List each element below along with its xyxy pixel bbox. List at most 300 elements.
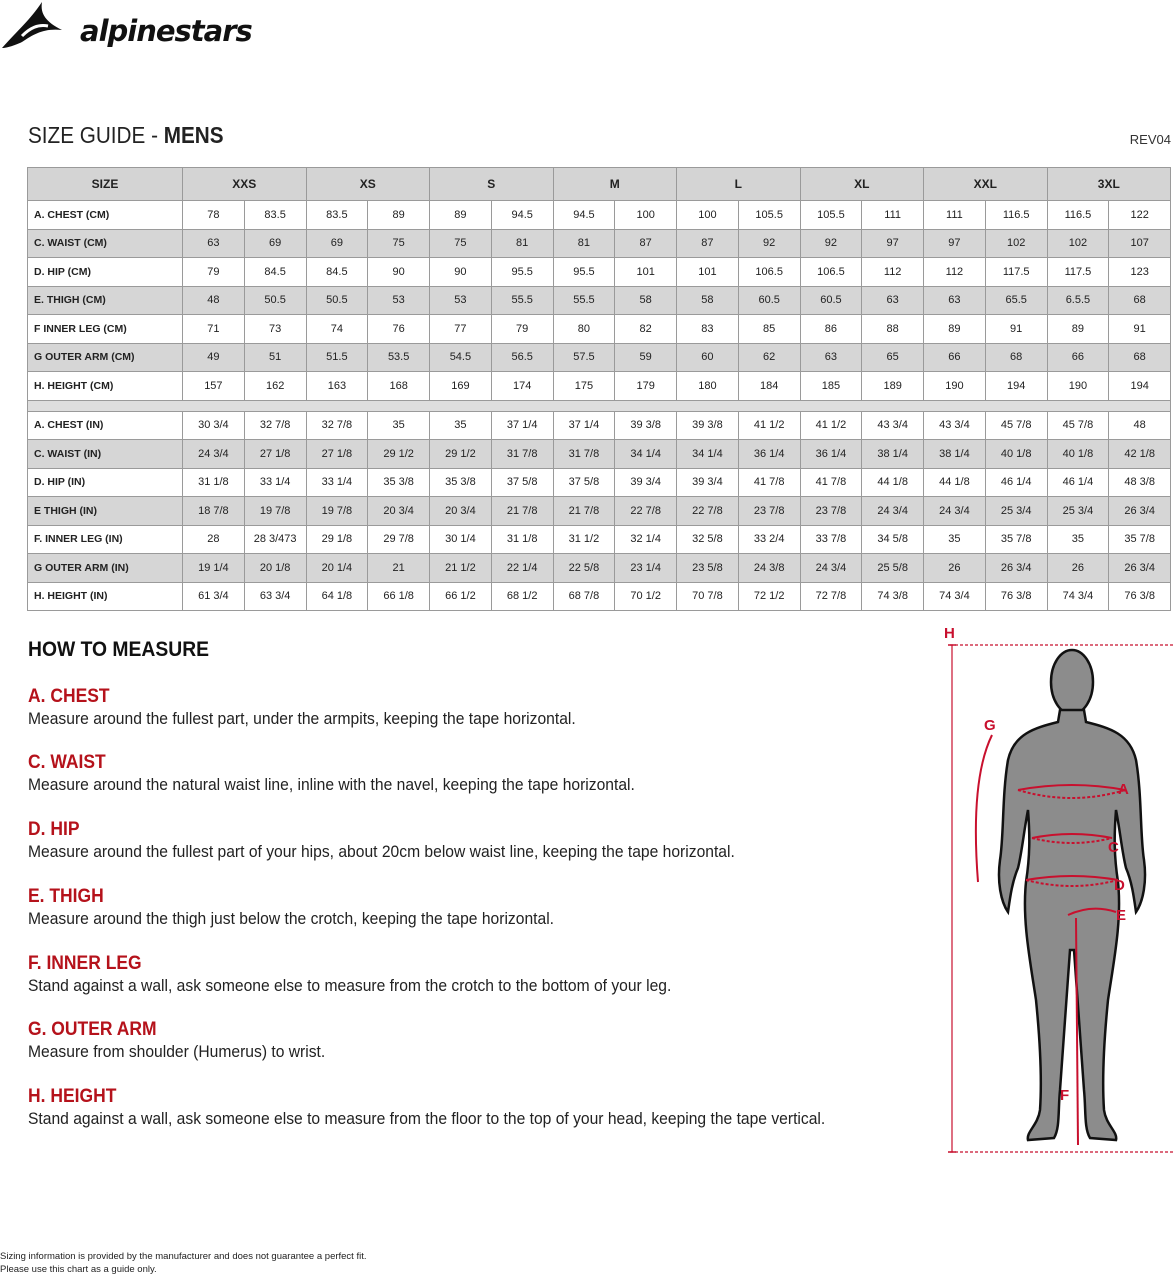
table-cell: 20 3/4 xyxy=(368,497,430,526)
label-d: D xyxy=(1114,877,1125,894)
measure-item xyxy=(28,752,908,795)
table-cell: 102 xyxy=(985,229,1047,258)
table-cell: 48 xyxy=(1109,411,1171,440)
table-cell: 94.5 xyxy=(553,201,615,230)
how-to-measure-title: HOW TO MEASURE xyxy=(28,638,210,661)
table-cell: 70 7/8 xyxy=(677,582,739,611)
table-cell: 180 xyxy=(677,372,739,401)
table-row xyxy=(28,229,1171,258)
table-cell: 79 xyxy=(183,258,245,287)
table-cell: 19 7/8 xyxy=(306,497,368,526)
table-cell: 66 1/8 xyxy=(368,582,430,611)
table-cell: 94.5 xyxy=(491,201,553,230)
table-cell: 95.5 xyxy=(491,258,553,287)
table-row xyxy=(28,582,1171,611)
table-cell: 65.5 xyxy=(985,286,1047,315)
table-cell: 89 xyxy=(368,201,430,230)
table-cell: 184 xyxy=(738,372,800,401)
table-cell: 63 xyxy=(862,286,924,315)
table-cell: 106.5 xyxy=(738,258,800,287)
table-cell: 38 1/4 xyxy=(862,440,924,469)
table-cell: 34 5/8 xyxy=(862,525,924,554)
label-e: E xyxy=(1116,907,1127,924)
table-cell: 41 1/2 xyxy=(800,411,862,440)
table-cell: 74 xyxy=(306,315,368,344)
row-label: E. THIGH (CM) xyxy=(28,286,183,315)
table-cell: 40 1/8 xyxy=(1047,440,1109,469)
table-cell: 51.5 xyxy=(306,343,368,372)
row-label: F. INNER LEG (IN) xyxy=(28,525,183,554)
table-cell: 107 xyxy=(1109,229,1171,258)
row-label: C. WAIST (IN) xyxy=(28,440,183,469)
table-cell: 38 1/4 xyxy=(924,440,986,469)
table-cell: 30 1/4 xyxy=(430,525,492,554)
table-row xyxy=(28,258,1171,287)
label-c: C xyxy=(1108,839,1119,856)
table-cell: 18 7/8 xyxy=(183,497,245,526)
brand-logo xyxy=(0,0,300,55)
table-cell: 117.5 xyxy=(985,258,1047,287)
table-cell: 53 xyxy=(368,286,430,315)
table-cell: 100 xyxy=(677,201,739,230)
table-cell: 116.5 xyxy=(1047,201,1109,230)
table-cell: 189 xyxy=(862,372,924,401)
arm-measure-line xyxy=(976,735,992,882)
table-cell: 28 3/473 xyxy=(244,525,306,554)
measure-description: Measure around the natural waist line, inline with the navel, keeping the tape horizontal. xyxy=(28,775,635,794)
table-cell: 82 xyxy=(615,315,677,344)
table-cell: 20 1/4 xyxy=(306,554,368,583)
table-cell: 63 3/4 xyxy=(244,582,306,611)
table-cell: 34 1/4 xyxy=(677,440,739,469)
table-cell: 175 xyxy=(553,372,615,401)
table-cell: 190 xyxy=(1047,372,1109,401)
table-cell: 74 3/4 xyxy=(1047,582,1109,611)
table-cell: 64 1/8 xyxy=(306,582,368,611)
table-cell: 23 7/8 xyxy=(800,497,862,526)
measure-heading: E. THIGH xyxy=(28,886,104,907)
table-cell: 68 xyxy=(985,343,1047,372)
table-cell: 76 xyxy=(368,315,430,344)
measure-description: Stand against a wall, ask someone else to measure from the floor to the top of your head, keeping the tape vertical. xyxy=(28,1109,826,1128)
measure-description: Measure from shoulder (Humerus) to wrist. xyxy=(28,1042,326,1061)
table-cell: 45 7/8 xyxy=(985,411,1047,440)
brand-name: alpinestars xyxy=(80,14,252,48)
table-cell: 168 xyxy=(368,372,430,401)
table-cell: 46 1/4 xyxy=(985,468,1047,497)
table-cell: 70 1/2 xyxy=(615,582,677,611)
table-cell: 27 1/8 xyxy=(244,440,306,469)
table-cell: 21 xyxy=(368,554,430,583)
table-cell: 36 1/4 xyxy=(738,440,800,469)
table-cell: 50.5 xyxy=(244,286,306,315)
table-cell: 68 xyxy=(1109,343,1171,372)
table-cell: 68 7/8 xyxy=(553,582,615,611)
table-cell: 194 xyxy=(985,372,1047,401)
table-cell: 78 xyxy=(183,201,245,230)
table-cell: 72 1/2 xyxy=(738,582,800,611)
body-silhouette-icon xyxy=(999,650,1145,1140)
table-cell: 35 7/8 xyxy=(985,525,1047,554)
table-cell: 50.5 xyxy=(306,286,368,315)
table-cell: 39 3/8 xyxy=(677,411,739,440)
table-cell: 102 xyxy=(1047,229,1109,258)
table-cell: 55.5 xyxy=(553,286,615,315)
row-label: A. CHEST (IN) xyxy=(28,411,183,440)
measure-heading: H. HEIGHT xyxy=(28,1086,117,1107)
table-cell: 61 3/4 xyxy=(183,582,245,611)
table-cell: 22 7/8 xyxy=(677,497,739,526)
table-cell: 59 xyxy=(615,343,677,372)
table-cell: 53 xyxy=(430,286,492,315)
measure-item xyxy=(28,1019,908,1062)
table-cell: 22 1/4 xyxy=(491,554,553,583)
table-cell: 37 5/8 xyxy=(491,468,553,497)
table-cell: 39 3/4 xyxy=(677,468,739,497)
table-cell: 21 7/8 xyxy=(491,497,553,526)
table-cell: 63 xyxy=(800,343,862,372)
row-label: A. CHEST (CM) xyxy=(28,201,183,230)
table-row xyxy=(28,468,1171,497)
table-cell: 19 7/8 xyxy=(244,497,306,526)
spacer-cell xyxy=(28,400,1171,411)
table-cell: 43 3/4 xyxy=(924,411,986,440)
table-cell: 35 xyxy=(1047,525,1109,554)
table-cell: 25 5/8 xyxy=(862,554,924,583)
measure-heading: A. CHEST xyxy=(28,686,110,707)
table-cell: 157 xyxy=(183,372,245,401)
table-cell: 69 xyxy=(306,229,368,258)
table-cell: 29 1/2 xyxy=(368,440,430,469)
table-cell: 25 3/4 xyxy=(1047,497,1109,526)
table-cell: 85 xyxy=(738,315,800,344)
disclaimer-line-2: Please use this chart as a guide only. xyxy=(0,1264,157,1275)
table-cell: 106.5 xyxy=(800,258,862,287)
table-cell: 44 1/8 xyxy=(862,468,924,497)
measure-item xyxy=(28,686,908,729)
table-cell: 74 3/4 xyxy=(924,582,986,611)
table-cell: 20 3/4 xyxy=(430,497,492,526)
table-cell: 89 xyxy=(924,315,986,344)
table-cell: 101 xyxy=(677,258,739,287)
table-cell: 60.5 xyxy=(738,286,800,315)
table-cell: 66 xyxy=(1047,343,1109,372)
table-cell: 87 xyxy=(615,229,677,258)
row-label: F INNER LEG (CM) xyxy=(28,315,183,344)
alpinestars-star-icon xyxy=(0,0,80,55)
table-cell: 83.5 xyxy=(306,201,368,230)
table-cell: 32 7/8 xyxy=(306,411,368,440)
table-cell: 34 1/4 xyxy=(615,440,677,469)
table-cell: 22 5/8 xyxy=(553,554,615,583)
table-cell: 55.5 xyxy=(491,286,553,315)
table-cell: 60.5 xyxy=(800,286,862,315)
table-cell: 32 1/4 xyxy=(615,525,677,554)
table-cell: 23 5/8 xyxy=(677,554,739,583)
table-cell: 163 xyxy=(306,372,368,401)
table-cell: 33 2/4 xyxy=(738,525,800,554)
table-row xyxy=(28,554,1171,583)
table-cell: 87 xyxy=(677,229,739,258)
table-cell: 68 1/2 xyxy=(491,582,553,611)
table-cell: 105.5 xyxy=(800,201,862,230)
table-cell: 90 xyxy=(368,258,430,287)
table-cell: 81 xyxy=(553,229,615,258)
table-cell: 44 1/8 xyxy=(924,468,986,497)
table-cell: 35 xyxy=(368,411,430,440)
table-cell: 37 1/4 xyxy=(491,411,553,440)
table-cell: 42 1/8 xyxy=(1109,440,1171,469)
table-row xyxy=(28,411,1171,440)
row-label: E THIGH (IN) xyxy=(28,497,183,526)
table-cell: 24 3/4 xyxy=(862,497,924,526)
table-cell: 111 xyxy=(924,201,986,230)
table-cell: 76 3/8 xyxy=(985,582,1047,611)
label-g: G xyxy=(984,717,996,734)
table-cell: 66 1/2 xyxy=(430,582,492,611)
table-cell: 75 xyxy=(368,229,430,258)
table-cell: 162 xyxy=(244,372,306,401)
table-cell: 43 3/4 xyxy=(862,411,924,440)
row-label: G OUTER ARM (CM) xyxy=(28,343,183,372)
table-cell: 32 5/8 xyxy=(677,525,739,554)
table-cell: 51 xyxy=(244,343,306,372)
table-cell: 46 1/4 xyxy=(1047,468,1109,497)
table-cell: 33 1/4 xyxy=(244,468,306,497)
table-cell: 63 xyxy=(924,286,986,315)
table-cell: 41 7/8 xyxy=(800,468,862,497)
table-cell: 105.5 xyxy=(738,201,800,230)
table-cell: 21 7/8 xyxy=(553,497,615,526)
measure-heading: C. WAIST xyxy=(28,752,106,773)
table-cell: 6.5.5 xyxy=(1047,286,1109,315)
table-cell: 31 1/8 xyxy=(183,468,245,497)
table-cell: 73 xyxy=(244,315,306,344)
table-cell: 53.5 xyxy=(368,343,430,372)
table-cell: 21 1/2 xyxy=(430,554,492,583)
page-title xyxy=(28,122,224,149)
measure-heading: D. HIP xyxy=(28,819,80,840)
table-cell: 122 xyxy=(1109,201,1171,230)
table-cell: 63 xyxy=(183,229,245,258)
table-cell: 24 3/8 xyxy=(738,554,800,583)
body-measurement-figure xyxy=(940,620,1173,1160)
size-m-header: M xyxy=(553,168,677,201)
table-cell: 89 xyxy=(430,201,492,230)
row-label: H. HEIGHT (IN) xyxy=(28,582,183,611)
table-row xyxy=(28,343,1171,372)
disclaimer xyxy=(0,1250,367,1276)
table-spacer-row xyxy=(28,400,1171,411)
measure-item xyxy=(28,819,908,862)
table-cell: 23 7/8 xyxy=(738,497,800,526)
size-xs-header: XS xyxy=(306,168,430,201)
table-row xyxy=(28,315,1171,344)
table-cell: 86 xyxy=(800,315,862,344)
table-cell: 95.5 xyxy=(553,258,615,287)
measure-description: Measure around the thigh just below the crotch, keeping the tape horizontal. xyxy=(28,909,555,928)
title-gender: MENS xyxy=(163,122,224,148)
table-cell: 49 xyxy=(183,343,245,372)
table-cell: 26 xyxy=(924,554,986,583)
table-cell: 23 1/4 xyxy=(615,554,677,583)
table-cell: 22 7/8 xyxy=(615,497,677,526)
table-cell: 32 7/8 xyxy=(244,411,306,440)
size-xl-header: XL xyxy=(800,168,924,201)
table-cell: 37 5/8 xyxy=(553,468,615,497)
label-f: F xyxy=(1060,1087,1070,1104)
table-cell: 112 xyxy=(862,258,924,287)
table-row xyxy=(28,372,1171,401)
disclaimer-line-1: Sizing information is provided by the manufacturer and does not guarantee a perfect fit. xyxy=(0,1251,367,1262)
table-cell: 88 xyxy=(862,315,924,344)
table-cell: 71 xyxy=(183,315,245,344)
table-row xyxy=(28,440,1171,469)
table-cell: 75 xyxy=(430,229,492,258)
table-row xyxy=(28,525,1171,554)
table-cell: 45 7/8 xyxy=(1047,411,1109,440)
size-3xl-header: 3XL xyxy=(1047,168,1171,201)
table-cell: 77 xyxy=(430,315,492,344)
table-cell: 58 xyxy=(615,286,677,315)
table-cell: 31 7/8 xyxy=(491,440,553,469)
table-cell: 33 1/4 xyxy=(306,468,368,497)
table-cell: 58 xyxy=(677,286,739,315)
table-cell: 74 3/8 xyxy=(862,582,924,611)
table-cell: 72 7/8 xyxy=(800,582,862,611)
table-cell: 190 xyxy=(924,372,986,401)
table-cell: 91 xyxy=(985,315,1047,344)
table-cell: 29 1/2 xyxy=(430,440,492,469)
table-cell: 169 xyxy=(430,372,492,401)
table-cell: 84.5 xyxy=(244,258,306,287)
title-prefix: SIZE GUIDE - xyxy=(28,122,164,148)
table-cell: 60 xyxy=(677,343,739,372)
row-label: H. HEIGHT (CM) xyxy=(28,372,183,401)
table-cell: 81 xyxy=(491,229,553,258)
table-cell: 27 1/8 xyxy=(306,440,368,469)
measure-item xyxy=(28,1086,908,1129)
table-cell: 40 1/8 xyxy=(985,440,1047,469)
table-cell: 117.5 xyxy=(1047,258,1109,287)
table-cell: 92 xyxy=(738,229,800,258)
table-cell: 48 3/8 xyxy=(1109,468,1171,497)
measure-heading: G. OUTER ARM xyxy=(28,1019,157,1040)
table-cell: 37 1/4 xyxy=(553,411,615,440)
table-cell: 83 xyxy=(677,315,739,344)
table-cell: 111 xyxy=(862,201,924,230)
table-cell: 19 1/4 xyxy=(183,554,245,583)
row-label: D. HIP (CM) xyxy=(28,258,183,287)
table-cell: 31 7/8 xyxy=(553,440,615,469)
table-cell: 29 7/8 xyxy=(368,525,430,554)
table-cell: 31 1/2 xyxy=(553,525,615,554)
table-cell: 31 1/8 xyxy=(491,525,553,554)
table-cell: 24 3/4 xyxy=(183,440,245,469)
table-cell: 28 xyxy=(183,525,245,554)
table-cell: 97 xyxy=(862,229,924,258)
table-cell: 92 xyxy=(800,229,862,258)
table-cell: 80 xyxy=(553,315,615,344)
table-cell: 48 xyxy=(183,286,245,315)
measure-description: Measure around the fullest part, under the armpits, keeping the tape horizontal. xyxy=(28,709,576,728)
table-cell: 185 xyxy=(800,372,862,401)
table-cell: 97 xyxy=(924,229,986,258)
table-cell: 100 xyxy=(615,201,677,230)
table-cell: 76 3/8 xyxy=(1109,582,1171,611)
table-cell: 123 xyxy=(1109,258,1171,287)
size-xxs-header: XXS xyxy=(183,168,307,201)
size-l-header: L xyxy=(677,168,801,201)
table-cell: 194 xyxy=(1109,372,1171,401)
table-cell: 29 1/8 xyxy=(306,525,368,554)
label-h: H xyxy=(944,625,955,642)
table-cell: 101 xyxy=(615,258,677,287)
table-cell: 65 xyxy=(862,343,924,372)
table-header-row xyxy=(28,168,1171,201)
table-cell: 90 xyxy=(430,258,492,287)
table-cell: 36 1/4 xyxy=(800,440,862,469)
table-cell: 26 xyxy=(1047,554,1109,583)
table-cell: 41 1/2 xyxy=(738,411,800,440)
revision-code: REV04 xyxy=(1129,132,1171,147)
size-s-header: S xyxy=(430,168,554,201)
table-cell: 41 7/8 xyxy=(738,468,800,497)
measure-heading: F. INNER LEG xyxy=(28,953,142,974)
table-cell: 39 3/4 xyxy=(615,468,677,497)
table-cell: 26 3/4 xyxy=(1109,554,1171,583)
table-cell: 35 xyxy=(430,411,492,440)
table-cell: 62 xyxy=(738,343,800,372)
size-header: SIZE xyxy=(28,168,183,201)
table-cell: 84.5 xyxy=(306,258,368,287)
table-cell: 116.5 xyxy=(985,201,1047,230)
table-cell: 25 3/4 xyxy=(985,497,1047,526)
measure-description: Stand against a wall, ask someone else to measure from the crotch to the bottom of your leg. xyxy=(28,976,672,995)
table-cell: 35 7/8 xyxy=(1109,525,1171,554)
table-cell: 68 xyxy=(1109,286,1171,315)
size-table xyxy=(27,167,1171,611)
table-cell: 174 xyxy=(491,372,553,401)
table-cell: 35 xyxy=(924,525,986,554)
table-cell: 112 xyxy=(924,258,986,287)
table-cell: 39 3/8 xyxy=(615,411,677,440)
measure-description: Measure around the fullest part of your hips, about 20cm below waist line, keeping the tape horizontal. xyxy=(28,842,735,861)
table-cell: 69 xyxy=(244,229,306,258)
label-a: A xyxy=(1118,781,1129,798)
table-cell: 35 3/8 xyxy=(368,468,430,497)
table-cell: 20 1/8 xyxy=(244,554,306,583)
table-cell: 56.5 xyxy=(491,343,553,372)
table-cell: 91 xyxy=(1109,315,1171,344)
table-cell: 26 3/4 xyxy=(1109,497,1171,526)
table-cell: 26 3/4 xyxy=(985,554,1047,583)
row-label: D. HIP (IN) xyxy=(28,468,183,497)
table-cell: 57.5 xyxy=(553,343,615,372)
table-cell: 66 xyxy=(924,343,986,372)
table-cell: 35 3/8 xyxy=(430,468,492,497)
row-label: G OUTER ARM (IN) xyxy=(28,554,183,583)
measure-item xyxy=(28,886,908,929)
table-cell: 33 7/8 xyxy=(800,525,862,554)
table-cell: 24 3/4 xyxy=(800,554,862,583)
table-row xyxy=(28,286,1171,315)
table-cell: 79 xyxy=(491,315,553,344)
table-cell: 179 xyxy=(615,372,677,401)
table-cell: 89 xyxy=(1047,315,1109,344)
table-cell: 30 3/4 xyxy=(183,411,245,440)
table-cell: 54.5 xyxy=(430,343,492,372)
